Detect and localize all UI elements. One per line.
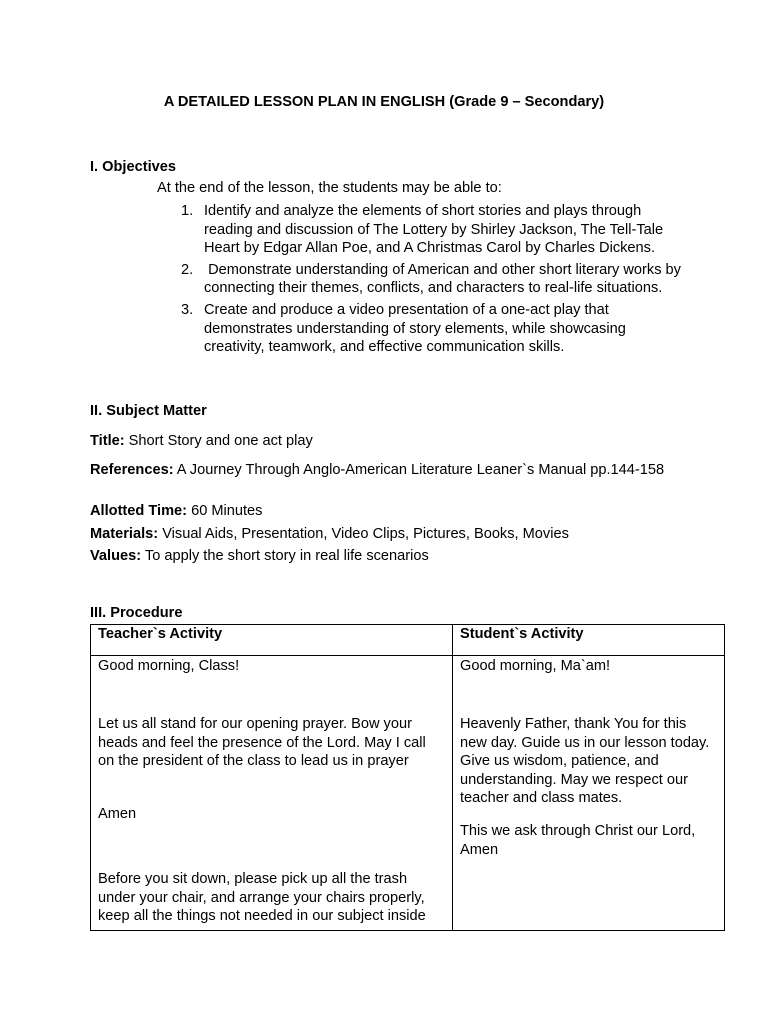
objective-number: 3. xyxy=(181,301,194,318)
teacher-line: Before you sit down, please pick up all the trash under your chair, and arrange your chairs properly, keep all the things not needed in our subject inside xyxy=(98,871,426,925)
allotted-time-label: Allotted Time: xyxy=(90,503,188,519)
objective-item xyxy=(181,261,686,298)
values-value: To apply the short story in real life scenarios xyxy=(141,548,429,564)
objectives-list xyxy=(181,202,686,360)
document-title: A DETAILED LESSON PLAN IN ENGLISH (Grade 9 – Secondary) xyxy=(163,94,605,110)
subject-matter-heading: II. Subject Matter xyxy=(90,403,207,419)
values-label: Values: xyxy=(90,548,142,564)
references-value: A Journey Through Anglo-American Literature Leaner`s Manual pp.144-158 xyxy=(173,462,665,478)
teacher-line: Good morning, Class! xyxy=(98,658,240,674)
references-field xyxy=(90,461,670,480)
title-field xyxy=(90,432,670,451)
teacher-activity-cell xyxy=(91,656,453,931)
student-line: Heavenly Father, thank You for this new day. Guide us in our lesson today. Give us wisdom, patience, and understanding. May we respect our teacher and class mates. xyxy=(460,716,710,807)
student-line: This we ask through Christ our Lord, Amen xyxy=(460,823,696,858)
references-label: References: xyxy=(90,462,174,478)
teacher-line: Amen xyxy=(98,806,137,822)
student-activity-header: Student`s Activity xyxy=(453,625,725,656)
objective-number: 2. xyxy=(181,261,194,278)
objectives-heading: I. Objectives xyxy=(90,159,176,175)
table-row xyxy=(91,656,725,931)
objectives-intro: At the end of the lesson, the students may be able to: xyxy=(157,180,502,196)
objective-text: Create and produce a video presentation of a one-act play that demonstrates understanding of story elements, while showcasing creativity, teamwork, and effective communication skills. xyxy=(204,301,626,356)
procedure-heading: III. Procedure xyxy=(90,605,183,621)
objective-text: Demonstrate understanding of American and other short literary works by connecting their themes, conflicts, and characters to real-life situations. xyxy=(204,261,686,297)
student-activity-cell xyxy=(453,656,725,931)
teacher-activity-header: Teacher`s Activity xyxy=(91,625,453,656)
objective-text: Identify and analyze the elements of short stories and plays through reading and discussion of The Lottery by Shirley Jackson, The Tell-Tale Heart by Edgar Allan Poe, and A Christmas Carol by Charles Dickens. xyxy=(204,203,664,257)
objective-number: 1. xyxy=(181,203,194,219)
teacher-line: Let us all stand for our opening prayer. Bow your heads and feel the presence of the Lord. May I call on the president of the class to lead us in prayer xyxy=(98,716,426,770)
objective-item xyxy=(181,202,681,258)
materials-field xyxy=(90,525,670,544)
title-value: Short Story and one act play xyxy=(124,433,313,449)
student-line: Good morning, Ma`am! xyxy=(460,658,611,674)
title-label: Title: xyxy=(90,433,125,449)
procedure-table xyxy=(90,624,725,931)
materials-value: Visual Aids, Presentation, Video Clips, Pictures, Books, Movies xyxy=(158,526,569,542)
values-field xyxy=(90,547,670,566)
table-header-row xyxy=(91,625,725,656)
objective-item xyxy=(181,301,681,357)
allotted-time-field xyxy=(90,502,670,521)
materials-label: Materials: xyxy=(90,526,159,542)
allotted-time-value: 60 Minutes xyxy=(187,503,263,519)
